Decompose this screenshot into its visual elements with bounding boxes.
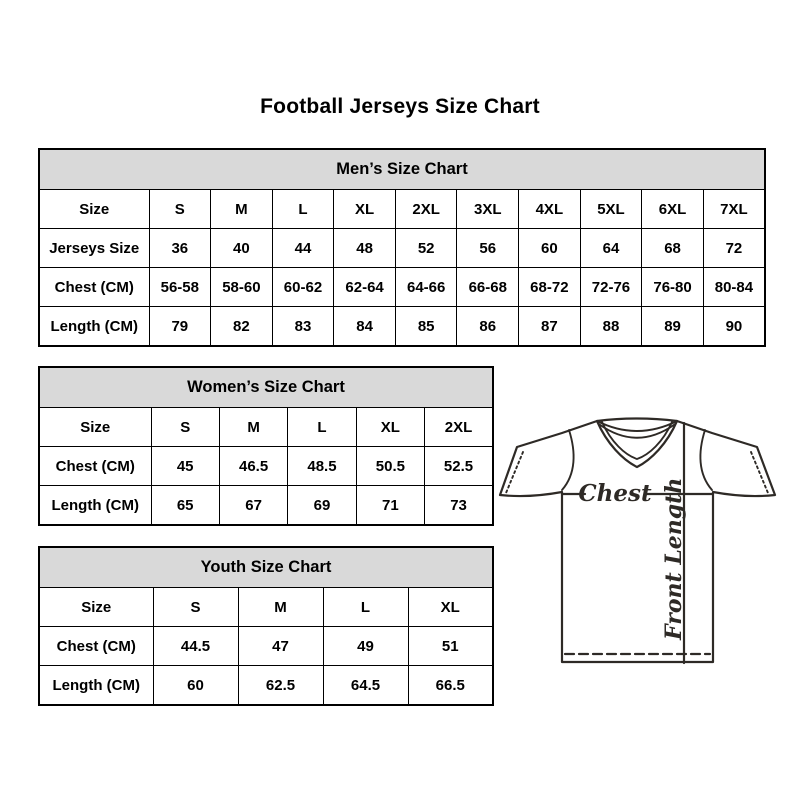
value-cell: 56-58 — [149, 268, 211, 307]
value-cell: XL — [334, 190, 396, 229]
table-row — [39, 229, 765, 268]
value-cell: 89 — [642, 307, 704, 347]
value-cell: 50.5 — [356, 447, 424, 486]
value-cell: 71 — [356, 486, 424, 526]
value-cell: 2XL — [425, 408, 493, 447]
size-table — [38, 546, 494, 706]
value-cell: 36 — [149, 229, 211, 268]
value-cell: XL — [356, 408, 424, 447]
value-cell: L — [323, 588, 408, 627]
table-row — [39, 486, 493, 526]
row-label-cell: Size — [39, 588, 153, 627]
table-title: Men’s Size Chart — [39, 149, 765, 190]
value-cell: 64.5 — [323, 666, 408, 706]
chest-label: Chest — [578, 480, 652, 507]
value-cell: 48.5 — [288, 447, 356, 486]
value-cell: 44 — [272, 229, 334, 268]
value-cell: 84 — [334, 307, 396, 347]
value-cell: 60 — [519, 229, 581, 268]
value-cell: S — [149, 190, 211, 229]
value-cell: 72 — [703, 229, 765, 268]
value-cell: 47 — [238, 627, 323, 666]
value-cell: 76-80 — [642, 268, 704, 307]
row-label-cell: Jerseys Size — [39, 229, 149, 268]
value-cell: 64 — [580, 229, 642, 268]
value-cell: 69 — [288, 486, 356, 526]
row-label-cell: Length (CM) — [39, 666, 153, 706]
row-label-cell: Length (CM) — [39, 307, 149, 347]
value-cell: 40 — [211, 229, 273, 268]
value-cell: 5XL — [580, 190, 642, 229]
value-cell: 60 — [153, 666, 238, 706]
armhole-seam-right — [700, 430, 712, 490]
value-cell: 2XL — [395, 190, 457, 229]
table-title: Youth Size Chart — [39, 547, 493, 588]
table-row — [39, 307, 765, 347]
value-cell: 68-72 — [519, 268, 581, 307]
value-cell: 80-84 — [703, 268, 765, 307]
value-cell: 83 — [272, 307, 334, 347]
row-label-cell: Length (CM) — [39, 486, 151, 526]
value-cell: 67 — [219, 486, 287, 526]
table-row — [39, 627, 493, 666]
table-title: Women’s Size Chart — [39, 367, 493, 408]
value-cell: 62-64 — [334, 268, 396, 307]
table-row — [39, 447, 493, 486]
value-cell: 58-60 — [211, 268, 273, 307]
row-label-cell: Size — [39, 190, 149, 229]
value-cell: 62.5 — [238, 666, 323, 706]
table-title-row — [39, 149, 765, 190]
value-cell: L — [272, 190, 334, 229]
value-cell: M — [238, 588, 323, 627]
value-cell: S — [151, 408, 219, 447]
size-header-row — [39, 408, 493, 447]
jersey-svg — [497, 400, 777, 670]
value-cell: 85 — [395, 307, 457, 347]
value-cell: 87 — [519, 307, 581, 347]
value-cell: XL — [408, 588, 493, 627]
value-cell: 7XL — [703, 190, 765, 229]
mens-size-table — [38, 148, 766, 347]
table-row — [39, 666, 493, 706]
row-label-cell: Size — [39, 408, 151, 447]
v-neck-outer — [597, 421, 677, 467]
table-title-row — [39, 547, 493, 588]
size-header-row — [39, 588, 493, 627]
size-table — [38, 148, 766, 347]
value-cell: 52 — [395, 229, 457, 268]
value-cell: 72-76 — [580, 268, 642, 307]
value-cell: 82 — [211, 307, 273, 347]
value-cell: 51 — [408, 627, 493, 666]
value-cell: 52.5 — [425, 447, 493, 486]
row-label-cell: Chest (CM) — [39, 447, 151, 486]
value-cell: S — [153, 588, 238, 627]
value-cell: 68 — [642, 229, 704, 268]
value-cell: 66.5 — [408, 666, 493, 706]
value-cell: 45 — [151, 447, 219, 486]
row-label-cell: Chest (CM) — [39, 268, 149, 307]
value-cell: M — [211, 190, 273, 229]
size-header-row — [39, 190, 765, 229]
value-cell: 90 — [703, 307, 765, 347]
value-cell: 88 — [580, 307, 642, 347]
table-row — [39, 268, 765, 307]
value-cell: 79 — [149, 307, 211, 347]
value-cell: 44.5 — [153, 627, 238, 666]
page-title: Football Jerseys Size Chart — [260, 95, 540, 118]
womens-size-table — [38, 366, 494, 526]
value-cell: 66-68 — [457, 268, 519, 307]
value-cell: 49 — [323, 627, 408, 666]
value-cell: 64-66 — [395, 268, 457, 307]
value-cell: 56 — [457, 229, 519, 268]
youth-size-table — [38, 546, 494, 706]
row-label-cell: Chest (CM) — [39, 627, 153, 666]
value-cell: 60-62 — [272, 268, 334, 307]
value-cell: 46.5 — [219, 447, 287, 486]
value-cell: M — [219, 408, 287, 447]
value-cell: 3XL — [457, 190, 519, 229]
jersey-outline — [500, 419, 775, 663]
value-cell: 48 — [334, 229, 396, 268]
value-cell: 65 — [151, 486, 219, 526]
armhole-seam-left — [562, 430, 574, 490]
value-cell: 6XL — [642, 190, 704, 229]
jersey-measurement-diagram — [497, 400, 777, 670]
table-title-row — [39, 367, 493, 408]
front-length-label: Front Length — [661, 477, 687, 640]
value-cell: 86 — [457, 307, 519, 347]
value-cell: L — [288, 408, 356, 447]
value-cell: 73 — [425, 486, 493, 526]
size-table — [38, 366, 494, 526]
value-cell: 4XL — [519, 190, 581, 229]
